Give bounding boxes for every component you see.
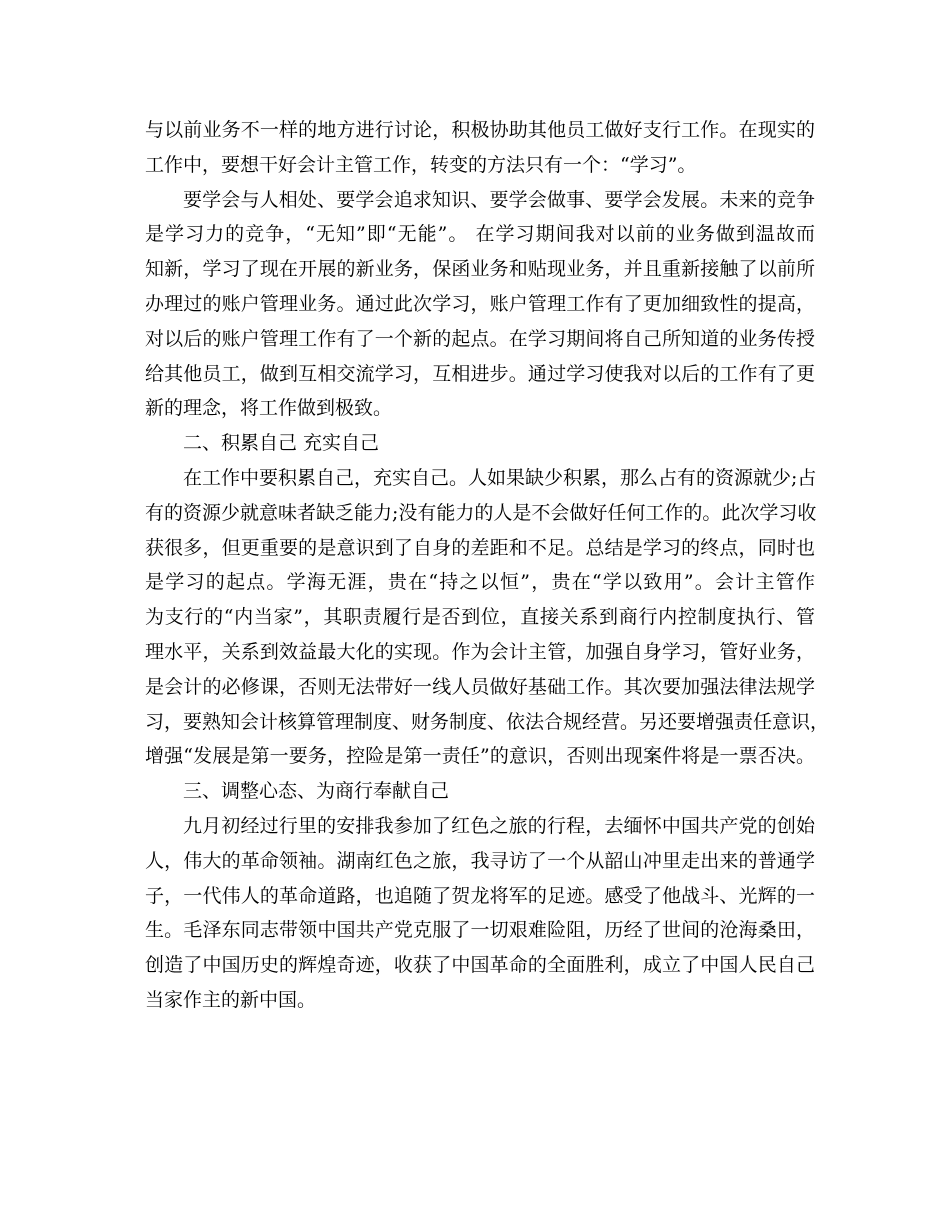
text-line: 在工作中要积累自己，充实自己。人如果缺少积累，那么占有的资源就少;占 [183, 466, 817, 489]
text-line: 是学习的起点。学海无涯，贵在“持之以恒”，贵在“学以致用”。会计主管作 [145, 571, 815, 594]
text-line: 要学会与人相处、要学会追求知识、要学会做事、要学会发展。未来的竞争 [183, 188, 815, 211]
text-line: 给其他员工，做到互相交流学习，互相进步。通过学习使我对以后的工作有了更 [145, 362, 815, 385]
text-line: 是会计的必修课，否则无法带好一线人员做好基础工作。其次要加强法律法规学 [145, 675, 815, 698]
text-line: 对以后的账户管理工作有了一个新的起点。在学习期间将自己所知道的业务传授 [145, 327, 815, 350]
text-line: 生。毛泽东同志带领中国共产党克服了一切艰难险阻，历经了世间的沧海桑田， [145, 919, 815, 942]
text-line: 二、积累自己 充实自己 [183, 432, 380, 455]
text-line: 知新，学习了现在开展的新业务，保函业务和贴现业务，并且重新接触了以前所 [145, 258, 815, 281]
text-line: 创造了中国历史的辉煌奇迹，收获了中国革命的全面胜利，成立了中国人民自己 [145, 954, 815, 977]
text-line: 与以前业务不一样的地方进行讨论，积极协助其他员工做好支行工作。在现实的 [145, 119, 815, 141]
text-line: 工作中，要想干好会计主管工作，转变的方法只有一个：“学习”。 [145, 153, 697, 176]
document-body [145, 113, 830, 1018]
text-line: 为支行的“内当家”，其职责履行是否到位，直接关系到商行内控制度执行、管 [145, 606, 815, 629]
text-line: 新的理念，将工作做到极致。 [145, 397, 393, 420]
text-line: 人，伟大的革命领袖。湖南红色之旅，我寻访了一个从韶山冲里走出来的普通学 [145, 849, 815, 872]
text-line: 增强“发展是第一要务，控险是第一责任”的意识，否则出现案件将是一票否决。 [145, 745, 815, 768]
text-line: 九月初经过行里的安排我参加了红色之旅的行程，去缅怀中国共产党的创始 [183, 814, 815, 837]
text-line: 获很多，但更重要的是意识到了自身的差距和不足。总结是学习的终点，同时也 [145, 536, 815, 559]
text-line: 有的资源少就意味者缺乏能力;没有能力的人是不会做好任何工作的。此次学习收 [145, 501, 817, 524]
text-line: 办理过的账户管理业务。通过此次学习，账户管理工作有了更加细致性的提高， [145, 292, 815, 315]
text-line: 子，一代伟人的革命道路，也追随了贺龙将军的足迹。感受了他战斗、光辉的一 [145, 884, 815, 907]
text-line: 三、调整心态、为商行奉献自己 [183, 780, 450, 803]
text-line: 是学习力的竞争，“无知”即“无能”。 在学习期间我对以前的业务做到温故而 [145, 223, 815, 246]
text-line: 理水平，关系到效益最大化的实现。作为会计主管，加强自身学习，管好业务， [145, 640, 815, 663]
text-line: 当家作主的新中国。 [145, 988, 317, 1011]
text-line: 习，要熟知会计核算管理制度、财务制度、依法合规经营。另还要增强责任意识， [145, 710, 830, 733]
